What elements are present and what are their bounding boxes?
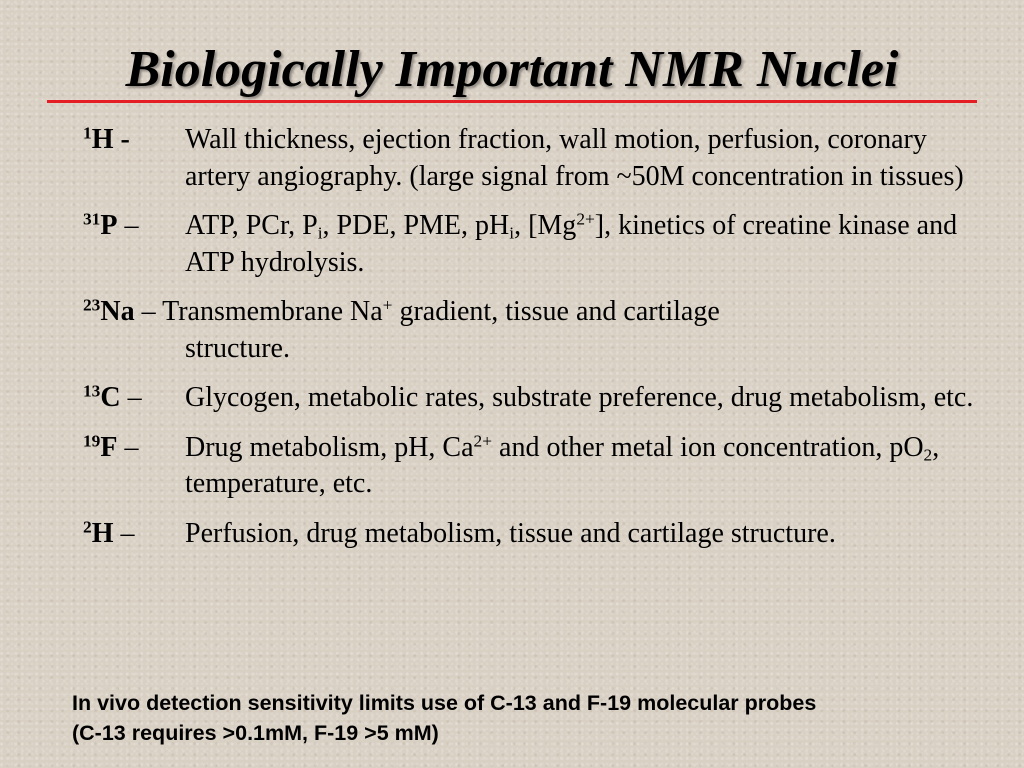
nucleus-description: Drug metabolism, pH, $Ca^{2+}$ and other metal ion concentration, $pO_2$, temperature, etc. [185, 430, 940, 499]
nucleus-description: Wall thickness, ejection fraction, wall motion, perfusion, coronary artery angiography. (large signal from ~50M concentration in tissues) [185, 124, 964, 192]
nucleus-label: $^{13}$C – [83, 381, 142, 413]
nucleus-label: $^1$H - [83, 123, 130, 155]
nucleus-label: $^2$H – [83, 516, 135, 549]
nucleus-entry-f19 [83, 430, 983, 503]
nucleus-entry-h2 [83, 516, 983, 553]
nucleus-entry-c13 [83, 380, 983, 417]
nucleus-entry-na23 [83, 294, 983, 367]
title-underline [47, 100, 977, 103]
sensitivity-note [72, 688, 992, 748]
nuclei-list [83, 122, 983, 565]
nucleus-label: $^{19}$F – [83, 430, 139, 463]
nucleus-description: ATP, PCr, $P_i$, PDE, PME, $pH_i$, $[Mg^{2+}]$, kinetics of creatine kinase and ATP hydrolysis. [185, 209, 958, 278]
sensitivity-note-line-1: In vivo detection sensitivity limits use of C-13 and F-19 molecular probes [72, 691, 817, 715]
nucleus-description: $^{23}$Na – Transmembrane Na+ gradient, tissue and cartilage structure. [83, 295, 720, 364]
sensitivity-note-line-2: (C-13 requires >0.1mM, F-19 >5 mM) [72, 721, 439, 745]
nucleus-entry-p31 [83, 208, 983, 281]
nucleus-entry-h1 [83, 122, 983, 195]
nucleus-label: $^{31}$P – [83, 209, 139, 241]
nucleus-description: Perfusion, drug metabolism, tissue and cartilage structure. [185, 517, 836, 549]
nucleus-description: Glycogen, metabolic rates, substrate preference, drug metabolism, etc. [185, 382, 974, 413]
slide-title: Biologically Important NMR Nuclei [125, 41, 899, 98]
